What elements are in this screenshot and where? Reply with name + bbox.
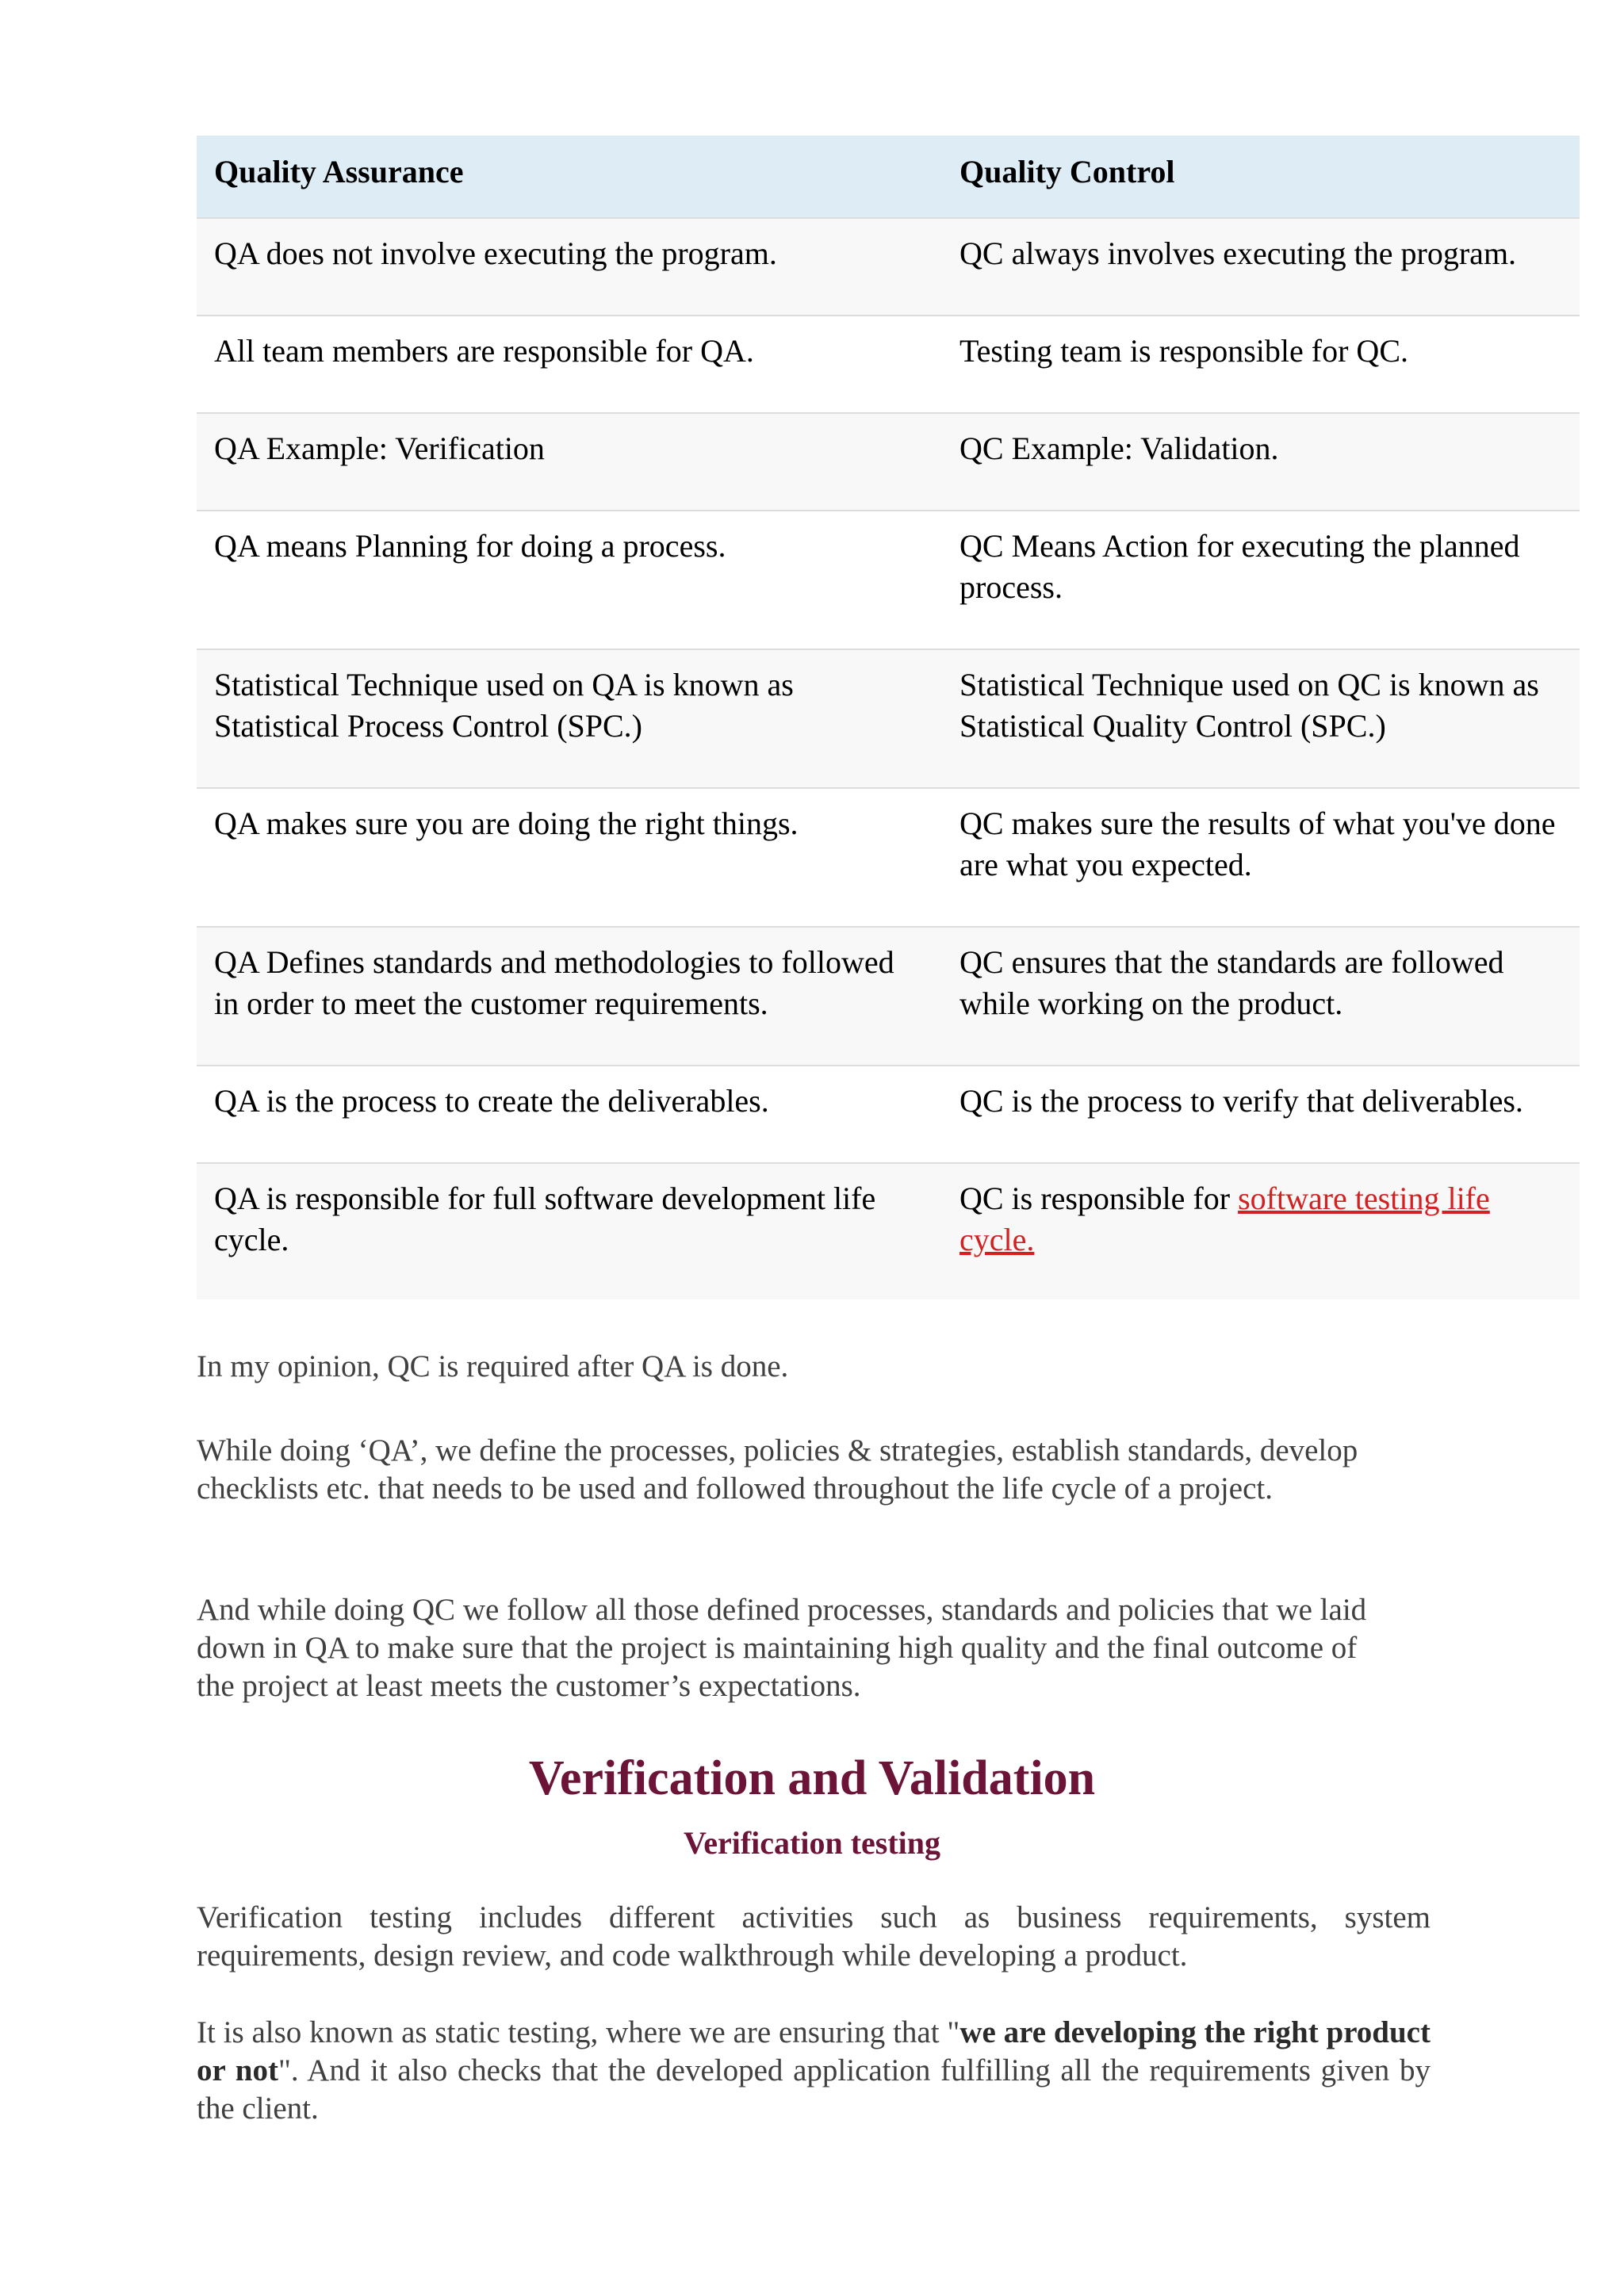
section-subtitle: Verification testing: [683, 1825, 941, 1861]
qc-cell: QC is the process to verify that deliverables.: [942, 1066, 1580, 1163]
static-testing-text-b: ". And it also checks that the developed application fulfilling all the requirements given by the client.: [197, 2053, 1431, 2126]
qa-cell: QA is responsible for full software development life cycle.: [197, 1163, 942, 1299]
qa-vs-qc-table: [197, 136, 1580, 1299]
qc-cell: QC Means Action for executing the planned process.: [942, 511, 1580, 649]
table-row: [197, 316, 1580, 413]
software-testing-life-cycle-link[interactable]: software testing life cycle.: [959, 1181, 1490, 1257]
qc-cell: Testing team is responsible for QC.: [942, 316, 1580, 413]
qa-definition-paragraph: While doing ‘QA’, we define the processes, policies & strategies, establish standards, develop checklists etc. that needs to be used and followed throughout the life cycle of a project.: [197, 1433, 1358, 1506]
header-quality-control: Quality Control: [942, 136, 1580, 218]
qa-cell: All team members are responsible for QA.: [197, 316, 942, 413]
qc-definition-paragraph: And while doing QC we follow all those defined processes, standards and policies that we laid down in QA to make sure that the project is maintaining high quality and the final outcome of the project at least meets the customer’s expectations.: [197, 1593, 1367, 1703]
qc-cell: QC Example: Validation.: [942, 413, 1580, 511]
table-header-row: [197, 136, 1580, 218]
static-testing-paragraph: [197, 2014, 1431, 2128]
static-testing-emphasis: we are developing the right product or not: [197, 2015, 1431, 2087]
table-row: [197, 788, 1580, 927]
qa-cell: QA Example: Verification: [197, 413, 942, 511]
qa-cell: QA means Planning for doing a process.: [197, 511, 942, 649]
qa-cell: QA does not involve executing the program.: [197, 218, 942, 316]
section-title: Verification and Validation: [528, 1751, 1096, 1805]
qc-cell: QC always involves executing the program.: [942, 218, 1580, 316]
qa-cell: Statistical Technique used on QA is known as Statistical Process Control (SPC.): [197, 649, 942, 788]
table-row: [197, 511, 1580, 649]
opinion-paragraph: In my opinion, QC is required after QA is done.: [197, 1349, 789, 1383]
qc-cell: [942, 1163, 1580, 1299]
qa-cell: QA makes sure you are doing the right things.: [197, 788, 942, 927]
table-row: [197, 927, 1580, 1066]
table-row: [197, 413, 1580, 511]
table-row: [197, 1066, 1580, 1163]
table-row: [197, 1163, 1580, 1299]
header-quality-assurance: Quality Assurance: [197, 136, 942, 218]
qc-cell-text: QC is responsible for: [959, 1181, 1239, 1216]
static-testing-text-a: It is also known as static testing, where we are ensuring that ": [197, 2015, 960, 2049]
qa-cell: QA Defines standards and methodologies to followed in order to meet the customer requirements.: [197, 927, 942, 1066]
table-row: [197, 218, 1580, 316]
verification-paragraph: Verification testing includes different activities such as business requirements, system requirements, design review, and code walkthrough while developing a product.: [197, 1900, 1431, 1973]
qc-cell: QC ensures that the standards are followed while working on the product.: [942, 927, 1580, 1066]
qc-cell: Statistical Technique used on QC is known as Statistical Quality Control (SPC.): [942, 649, 1580, 788]
qa-cell: QA is the process to create the deliverables.: [197, 1066, 942, 1163]
table-row: [197, 649, 1580, 788]
qc-cell: QC makes sure the results of what you've done are what you expected.: [942, 788, 1580, 927]
